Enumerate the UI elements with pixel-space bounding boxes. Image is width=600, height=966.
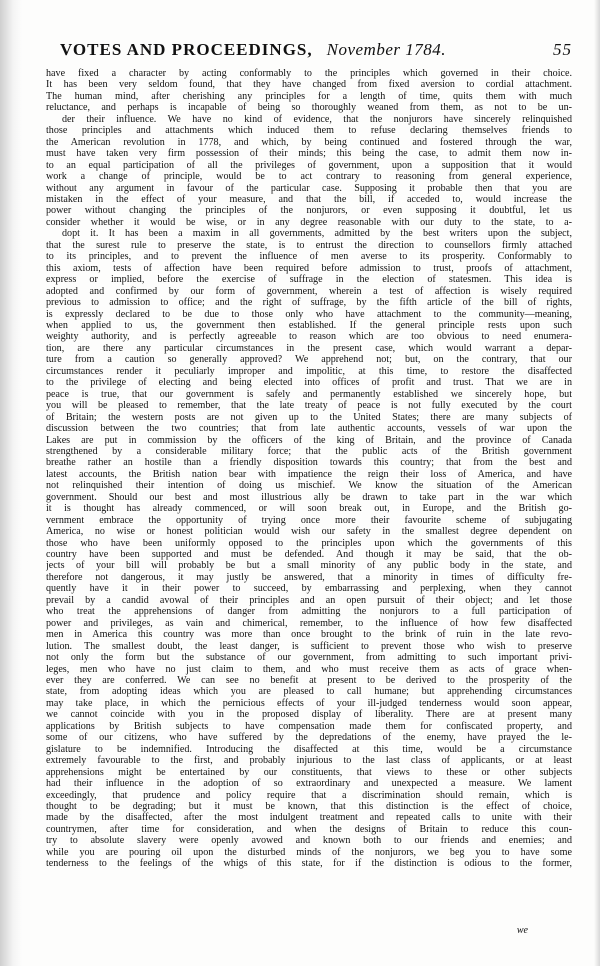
text-line: made by the disaffected, after the most indulgent treatment and repeated calls to unite with their [46,812,572,824]
text-line: that the surest rule to preserve the state, is to entrust the direction to counsellors firmly attached [46,239,572,251]
body-text [46,68,572,870]
text-line: had their influence in the adoption of so extraordinary and unexpected a measure. We lament [46,778,572,790]
text-line: some of our citizens, who have suffered by the depredations of the enemy, have prayed the le- [46,732,572,744]
text-line: those principles and attachments which induced them to refuse declaring themselves friends to [46,125,572,137]
text-line: may take place, in which the pernicious effects of your ill-judged tenderness would soon appear, [46,697,572,709]
text-line: gislature to be indemnified. Introducing the disaffected at this time, would be a circumstance [46,743,572,755]
text-line: therefore not dangerous, it may justly be answered, that a minority in times of difficulty fre- [46,571,572,583]
text-line: to the privilege of electing and being elected into offices of profit and trust. That we are in [46,377,572,389]
text-line: apprehensions might be entertained by our constituents, that views to these or other subjects [46,766,572,778]
text-line: lution. The smallest doubt, the least danger, is sufficient to prevent those who wish to preserve [46,640,572,652]
text-line: adopted and confirmed by our form of government, wherein a test of affection is wisely required [46,285,572,297]
text-line: this axiom, tests of affection have been required before admission to trust, proofs of attachment, [46,262,572,274]
text-line: ever they are conferred. We can see no benefit at present to be derived to the prosperity of the [46,675,572,687]
text-line: exceedingly, that prudence and policy require that a discrimination should remain, which is [46,789,572,801]
text-line: prevail by a candid avowal of their principles and an open pursuit of their object; and let those [46,594,572,606]
running-header [60,40,572,66]
text-line: it is thought has already commenced, or will soon break out, in Europe, and the British go- [46,503,572,515]
text-line: consider whether it would be wise, or in any degree reasonable with our duty to the state, to a- [46,216,572,228]
text-line: those who have been uniformly opposed to the principles upon which the governments of this [46,537,572,549]
text-line: when applied to us, the government then established. If the general principle rests upon such [46,319,572,331]
text-line: of Britain; the western posts are not given up to the United States; there are many subjects of [46,411,572,423]
text-line: It has been very seldom found, that they have changed from fixed aversion to cordial attachment. [46,79,572,91]
text-line: work a change of principle, would be to act contrary to reasoning from general experience, [46,171,572,183]
text-line: you will be pleased to remember, that the late treaty of peace is not fully executed by the court [46,400,572,412]
text-line: to an equal participation of all the privileges of government, upon a supposition that it would [46,159,572,171]
text-line: power without changing the principles of the nonjurors, or even supposing it doubtful, let us [46,205,572,217]
text-line: The human mind, after cherishing any principles for a length of time, quits them with much [46,90,572,102]
text-line: men in America this country was more than once brought to the brink of ruin in the late revo- [46,629,572,641]
header-title: VOTES AND PROCEEDINGS, [60,40,313,59]
text-line: thought to be degrading; but it must be known, that this distinction is the effect of choice, [46,801,572,812]
text-line: the American revolution in 1778, and which, by being continued and fostered through the war, [46,136,572,148]
text-line: peace is true, that our government is safely and permanently established we sincerely hope, but [46,388,572,400]
text-line: previous to admission to office; and the right of suffrage, by the fifth article of the bill of rights, [46,297,572,309]
text-line: extremely favourable to the first, and probably injurious to the last class of applicants, or at least [46,755,572,767]
text-line: country have been supported and must be defended. And though it may be said, that the ob- [46,549,572,561]
text-line: power and privileges, as vain and chimerical, remember, to the influence of how few disaffected [46,617,572,629]
text-line: America, no wise or honest politician would wish our safety in the smallest degree dependent on [46,526,572,538]
text-line: quently have it in their power to succeed, by embarrassing and perplexing, when they cannot [46,583,572,595]
text-line: not only the form but the substance of our government, from admitting to such important privi- [46,652,572,664]
text-line: is expressly declared to be due to those only who have attachment to the community—meaning, [46,308,572,320]
text-line: we cannot coincide with you in the proposed display of liberality. There are at present many [46,709,572,721]
text-line: countrymen, after time for consideration, and when the designs of Britain to reduce this coun- [46,823,572,835]
text-line: latest accounts, the British nation bear with impatience the reign their loss of America, and have [46,468,572,480]
text-line: reluctance, and perhaps is incapable of being so thoroughly weaned from them, as not to be un- [46,102,572,114]
text-line: Lakes are put in commission by the officers of the king of Britain, and the province of Canada [46,434,572,446]
text-line: who treat the apprehensions of danger from admitting the nonjurors to a full participation of [46,606,572,618]
text-line: government. Should our best and most illustrious ally be drawn to take part in the war which [46,491,572,503]
text-line: vernment embrace the opportunity of trying once more their favourite scheme of subjugating [46,514,572,526]
text-line: without any argument in favour of the particular case. Supposing it probable then that you are [46,182,572,194]
text-line: not relinquished their intention of doing us mischief. We know the situation of the American [46,480,572,492]
catchword: we [516,925,528,936]
text-line: have fixed a character by acting conformably to the principles which governed in their choice. [46,68,572,79]
text-line: try to absolute slavery were openly avowed and known both to our friends and enemies; and [46,835,572,847]
text-line: tion, are there any particular circumstances in the present case, which would warrant a depar- [46,342,572,354]
text-line: der their influence. We have no kind of evidence, that the nonjurors have sincerely relinquished [62,113,572,125]
text-line: express or implied, before the exercise of suffrage in the election of statesmen. This idea is [46,274,572,286]
text-line: tenderness to the feelings of the whigs of this state, for if the distinction is odious to the former, [46,858,572,870]
text-line: dopt it. It has been a maxim in all governments, admitted by the best writers upon the subject, [62,228,572,240]
text-line: must have taken very firm possession of their minds; this being the case, to admit them now in- [46,148,572,160]
text-line: state, from adopting ideas which you are pleased to call humane; but apprehending circumstances [46,686,572,698]
page-number: 55 [553,40,572,59]
text-line: ture from a caution so generally approved? We apprehend not; but, on the contrary, that our [46,354,572,366]
text-line: leges, men who have no just claim to them, and who must receive them as acts of grace when- [46,663,572,675]
text-line: breathe rather an hostile than a friendly disposition towards this country; that from the best and [46,457,572,469]
header-month: November 1784. [326,40,446,59]
text-line: while you are pouring oil upon the disturbed minds of the nonjurors, we beg you to have some [46,846,572,858]
text-line: strengthened by a considerable military force; that the public acts of the British government [46,445,572,457]
text-line: weighty authority, and is perfectly agreeable to reason which are too obvious to need enumera- [46,331,572,343]
text-line: discussion between the two countries; that from late authentic accounts, vessels of war upon the [46,423,572,435]
text-line: jects of your bill will probably be but a small minority of any public body in the state, and [46,560,572,572]
text-line: mistaken in the effect of your measure, and that the bill, if acceded to, would increase the [46,193,572,205]
text-line: to its principles, and to prevent the influence of men averse to its prosperity. Conformably to [46,251,572,263]
text-line: applications by British subjects to have compensation made them for confiscated property, and [46,720,572,732]
text-line: circumstances render it peculiarly improper and impolitic, at this time, to restore the disaffected [46,365,572,377]
